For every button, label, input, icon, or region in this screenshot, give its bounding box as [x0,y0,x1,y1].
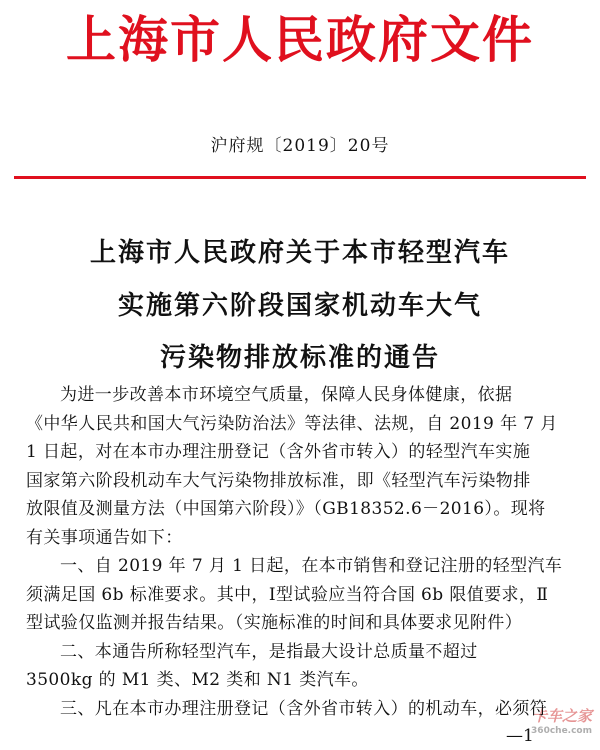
body-line: 型试验仅监测并报告结果。（实施标准的时间和具体要求见附件） [26,613,523,633]
document-header: 上海市人民政府文件 [66,11,534,69]
page-number: —1 [506,726,534,746]
document-title-line-2: 实施第六阶段国家机动车大气 [117,291,482,321]
body-line: 须满足国 6b 标准要求。其中，Ⅰ型试验应当符合国 6b 限值要求，Ⅱ [26,584,549,605]
header-divider [14,176,586,179]
body-line: 1 日起，对在本市办理注册登记（含外省市转入）的轻型汽车实施 [26,442,531,462]
body-line: 有关事项通告如下： [26,527,183,548]
body-line: 国家第六阶段机动车大气污染物排放标准，即《轻型汽车污染物排 [26,470,531,491]
document-title-line-3: 污染物排放标准的通告 [159,343,440,373]
body-line: 二、本通告所称轻型汽车，是指最大设计总质量不超过 [60,641,478,662]
document-title-line-1: 上海市人民政府关于本市轻型汽车 [89,238,510,268]
body-line: 放限值及测量方法（中国第六阶段）》（GB18352.6－2016）。现将 [26,499,546,519]
document-number: 沪府规〔2019〕20号 [210,136,390,156]
body-line: 《中华人民共和国大气污染防治法》等法律、法规，自 2019 年 7 月 [26,413,558,434]
body-line: 一、自 2019 年 7 月 1 日起，在本市销售和登记注册的轻型汽车 [60,556,563,576]
watermark-text: 卡车之家 [531,707,592,725]
watermark-url: 360che.com [531,726,592,736]
body-line: 为进一步改善本市环境空气质量，保障人民身体健康，依据 [60,385,513,405]
body-line: 3500kg 的 M1 类、M2 类和 N1 类汽车。 [26,670,369,690]
body-line: 三、凡在本市办理注册登记（含外省市转入）的机动车，必须符 [60,698,548,719]
